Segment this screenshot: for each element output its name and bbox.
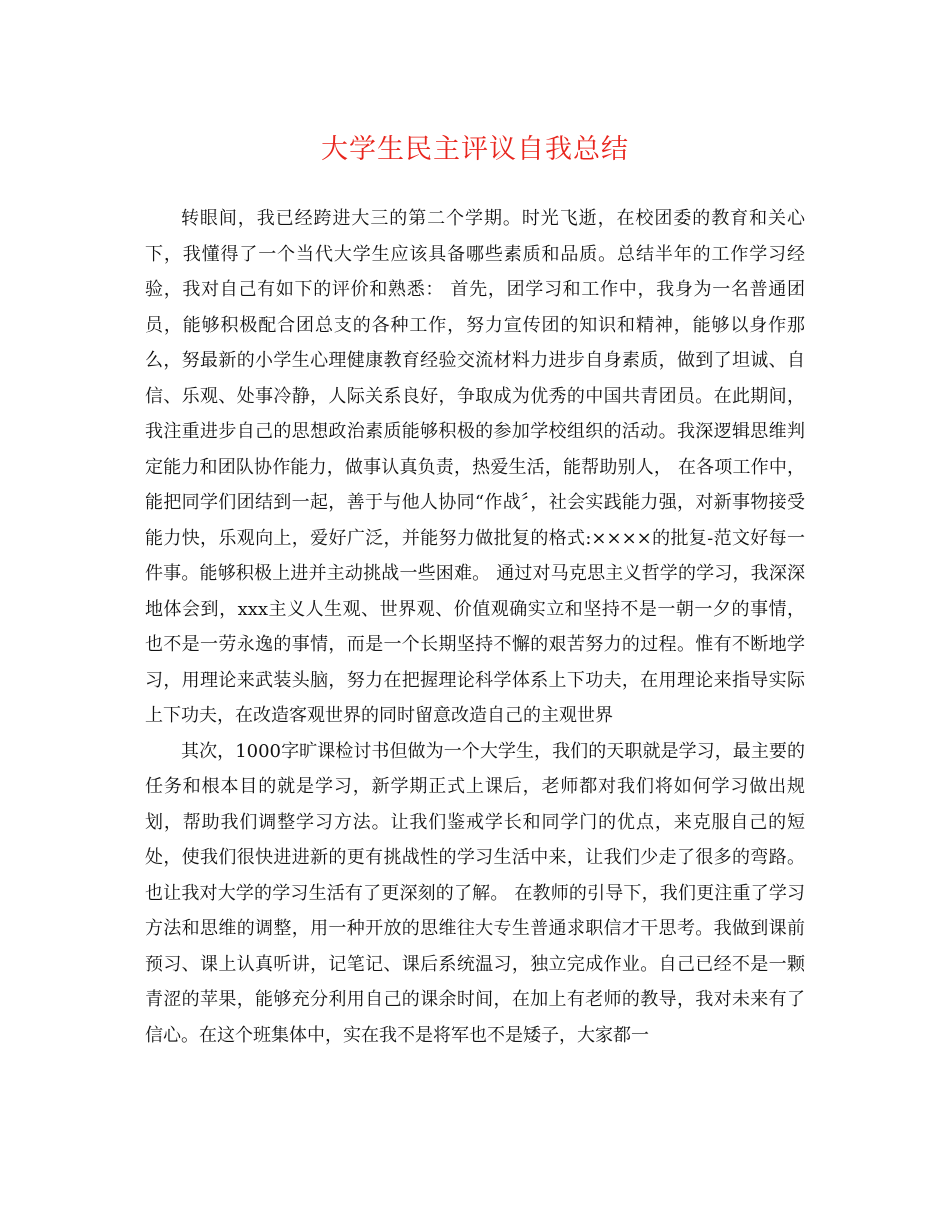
paragraph-1: 转眼间，我已经跨进大三的第二个学期。时光飞逝，在校团委的教育和关心下，我懂得了一个当代大学生应该具备哪些素质和品质。总结半年的工作学习经验，我对自己有如下的评价和熟悉： 首先，团学习和工作中，我身为一名普通团员，能够积极配合团总支的各种工作，努力宣传团的知识和精神，能够以身作那么，努最新的小学生心理健康教育经验交流材料力进步自身素质，做到了坦诚、自信、乐观、处事冷静，人际关系良好，争取成为优秀的中国共青团员。在此期间，我注重进步自己的思想政治素质能够积极的参加学校组织的活动。我深逻辑思维判定能力和团队协作能力，做事认真负责，热爱生活，能帮助别人， 在各项工作中，能把同学们团结到一起，善于与他人协同“作战〞，社会实践能力强，对新事物接受能力快，乐观向上，爱好广泛，并能努力做批复的格式:××××的批复-范文好每一件事。能够积极上进并主动挑战一些困难。 通过对马克思主义哲学的学习，我深深地体会到，xxx主义人生观、世界观、价值观确实立和坚持不是一朝一夕的事情，也不是一劳永逸的事情，而是一个长期坚持不懈的艰苦努力的过程。惟有不断地学习，用理论来武装头脑，努力在把握理论科学体系上下功夫，在用理论来指导实际上下功夫，在改造客观世界的同时留意改造自己的主观世界 [145, 208, 805, 726]
document-body [145, 201, 805, 1053]
paragraph-2: 其次，1000字旷课检讨书但做为一个大学生，我们的天职就是学习，最主要的任务和根本目的就是学习，新学期正式上课后，老师都对我们将如何学习做出规划，帮助我们调整学习方法。让我们鉴戒学长和同学门的优点，来克服自己的短处，使我们很快进进新的更有挑战性的学习生活中来，让我们少走了很多的弯路。也让我对大学的学习生活有了更深刻的了解。 在教师的引导下，我们更注重了学习方法和思维的调整，用一种开放的思维往大专生普通求职信才干思考。我做到课前预习、课上认真听讲，记笔记、课后系统温习，独立完成作业。自己已经不是一颗青涩的苹果，能够充分利用自己的课余时间，在加上有老师的教导，我对未来有了信心。在这个班集体中，实在我不是将军也不是矮子，大家都一 [145, 740, 805, 1046]
document-title: 大学生民主评议自我总结 [321, 134, 629, 165]
